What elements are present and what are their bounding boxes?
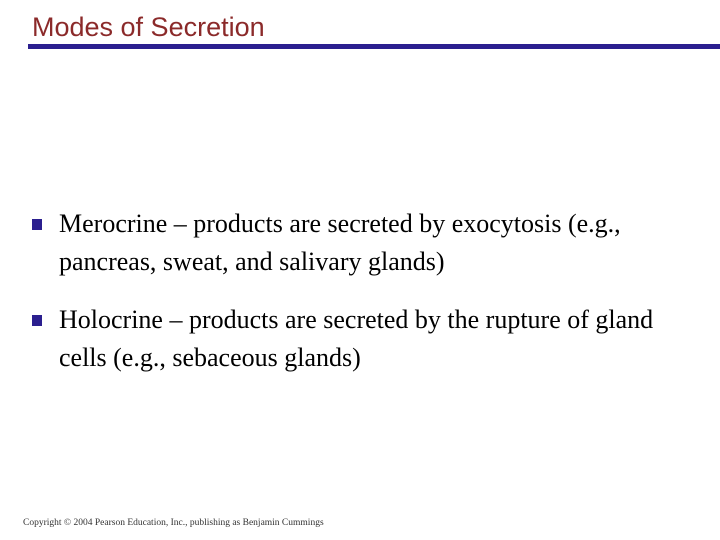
slide-title: Modes of Secretion [32, 12, 265, 42]
square-bullet-icon [32, 315, 42, 326]
title-underline [28, 44, 720, 49]
square-bullet-icon [32, 219, 42, 230]
bullet-item-holocrine [0, 301, 699, 377]
bullet-text: Holocrine – products are secreted by the rupture of gland cells (e.g., sebaceous glands) [59, 305, 654, 372]
bullet-list [0, 205, 720, 397]
bullet-item-merocrine [0, 205, 699, 281]
bullet-text: Merocrine – products are secreted by exocytosis (e.g., pancreas, sweat, and salivary glands) [59, 209, 621, 276]
copyright-footer: Copyright © 2004 Pearson Education, Inc., publishing as Benjamin Cummings [23, 518, 324, 528]
